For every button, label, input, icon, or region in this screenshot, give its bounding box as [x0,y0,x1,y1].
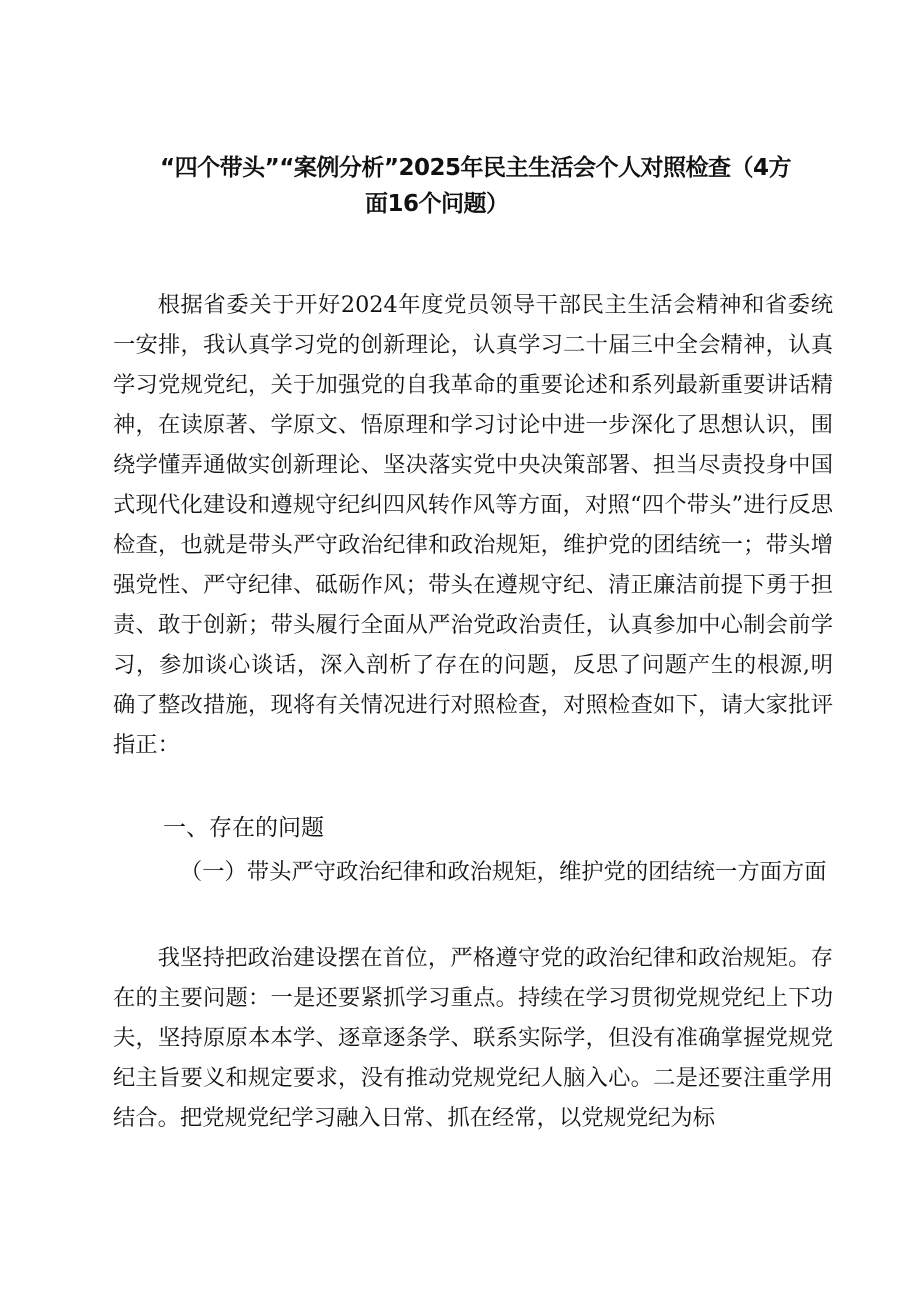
title-line-1: “四个带头”“案例分析”2025年民主生活会个人对照检查（4方 [160,155,791,181]
title-line-2: 面16个问题） [365,191,509,217]
section-paragraph: 我坚持把政治建设摆在首位，严格遵守党的政治纪律和政治规矩。存在的主要问题：一是还要紧抓学习重点。持续在学习贯彻党规党纪上下功夫，坚持原原本本学、逐章逐条学、联系实际学，但没有准确掌握党规党纪主旨要义和规定要求，没有推动党规党纪人脑入心。二是还要注重学用结合。把党规党纪学习融入日常、抓在经常，以党规党纪为标 [113,945,833,1131]
document-title [160,150,840,222]
intro-paragraph: 根据省委关于开好2024年度党员领导干部民主生活会精神和省委统一安排，我认真学习党的创新理论，认真学习二十届三中全会精神，认真学习党规党纪，关于加强党的自我革命的重要论述和系列最新重要讲话精神，在读原著、学原文、悟原理和学习讨论中进一步深化了思想认识，围绕学懂弄通做实创新理论、坚决落实党中央决策部署、担当尽责投身中国式现代化建设和遵规守纪纠四风转作风等方面，对照“四个带头”进行反思检查，也就是带头严守政治纪律和政治规矩，维护党的团结统一；带头增强党性、严守纪律、砥砺作风；带头在遵规守纪、清正廉洁前提下勇于担责、敢于创新；带头履行全面从严治党政治责任，认真参加中心制会前学习，参加谈心谈话，深入剖析了存在的问题，反思了问题产生的根源,明确了整改措施，现将有关情况进行对照检查，对照检查如下，请大家批评指正： [113,292,833,758]
section-heading: 一、存在的问题 [163,815,324,841]
subsection-heading: （一）带头严守政治纪律和政治规矩，维护党的团结统一方面方面 [179,859,827,885]
